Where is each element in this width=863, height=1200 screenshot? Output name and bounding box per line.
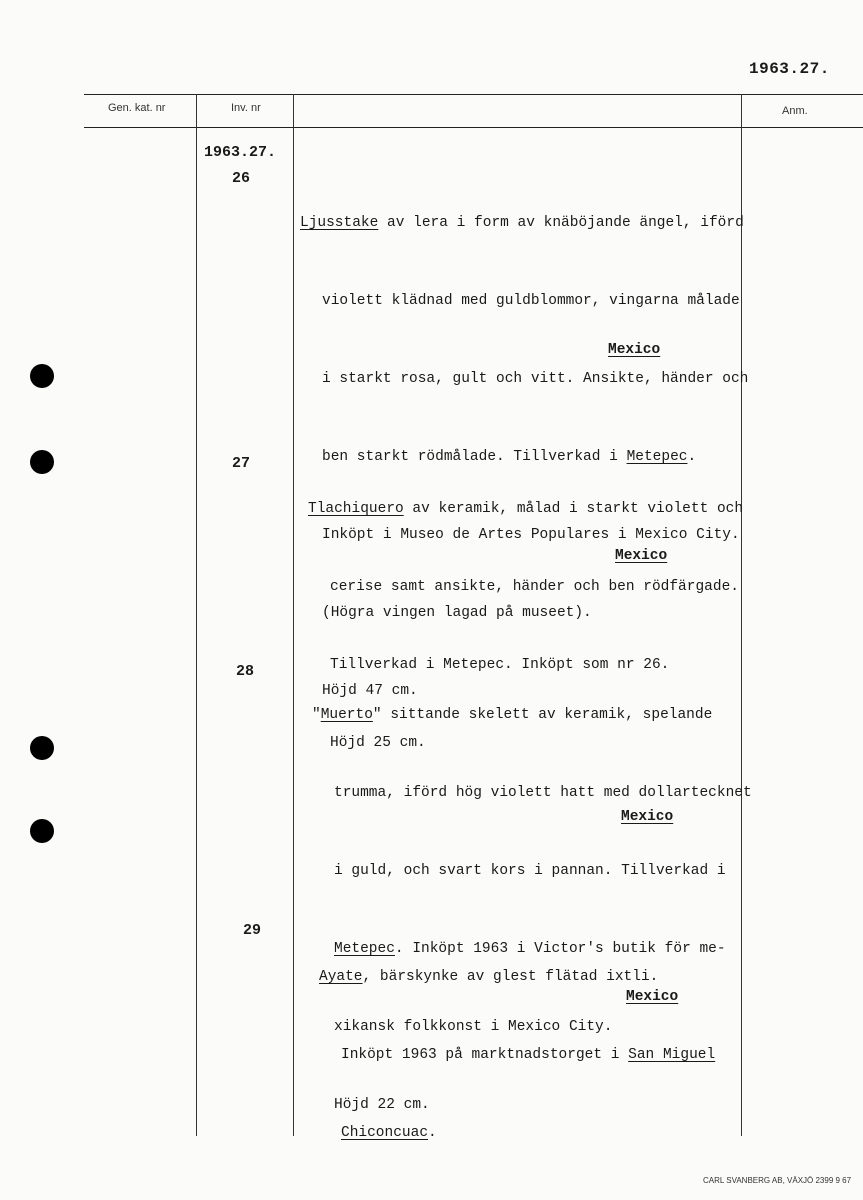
entry-number: 26 <box>232 170 251 187</box>
entry-line: Höjd 22 cm. <box>334 1097 430 1113</box>
entry-number: 27 <box>232 455 251 472</box>
entry-text: " sittande skelett av keramik, spelande <box>372 707 713 723</box>
entry-text: ben starkt rödmålade. Tillverkad i <box>322 449 627 465</box>
place-name: Metepec <box>334 941 395 957</box>
entry-number: 28 <box>236 663 255 680</box>
entry-text: . Inköpt 1963 i Victor's butik för me- <box>394 941 726 957</box>
entry-text: " <box>312 707 321 723</box>
entry-line: i guld, och svart kors i pannan. Tillverkad i <box>334 863 726 879</box>
origin-label: Mexico <box>621 809 674 825</box>
entry-line <box>319 1042 715 1068</box>
column-divider-1 <box>196 94 197 1136</box>
entry-text: . <box>428 1125 437 1141</box>
entry-line: (Högra vingen lagad på museet). <box>322 605 592 621</box>
origin-label: Mexico <box>608 342 661 358</box>
entry-line: i starkt rosa, gult och vitt. Ansikte, händer och <box>322 371 749 387</box>
entry-line <box>300 210 748 236</box>
punch-hole <box>30 819 54 843</box>
inventory-year: 1963.27. <box>204 144 277 161</box>
origin-label: Mexico <box>615 548 668 564</box>
entry-text: av keramik, målad i starkt violett och <box>403 501 744 517</box>
object-name: Muerto <box>320 707 373 723</box>
punch-hole <box>30 364 54 388</box>
column-header-anm: Anm. <box>782 105 808 117</box>
punch-hole <box>30 736 54 760</box>
column-divider-2 <box>293 94 294 1136</box>
entry-description <box>319 912 715 1172</box>
punch-hole <box>30 450 54 474</box>
entry-line: violett klädnad med guldblommor, vingarna målade <box>322 293 740 309</box>
entry-line: trumma, iförd hög violett hatt med dollartecknet <box>334 785 752 801</box>
origin-label: Mexico <box>626 989 679 1005</box>
entry-number: 29 <box>243 922 262 939</box>
table-rule-header <box>84 127 863 128</box>
place-name: Chiconcuac <box>341 1125 429 1141</box>
entry-text: av lera i form av knäböjande ängel, iförd <box>378 215 744 231</box>
entry-line: Inköpt i Museo de Artes Populares i Mexico City. <box>322 527 740 543</box>
place-name: Metepec <box>626 449 688 465</box>
printer-mark: CARL SVANBERG AB, VÄXJÖ 2399 9 67 <box>703 1176 852 1185</box>
table-rule-top <box>84 94 863 95</box>
entry-line: Höjd 47 cm. <box>322 683 418 699</box>
entry-text: , bärskynke av glest flätad ixtli. <box>362 969 659 985</box>
entry-line <box>308 496 743 522</box>
object-name: Ayate <box>319 969 363 985</box>
entry-line: cerise samt ansikte, händer och ben rödfärgade. <box>330 579 739 595</box>
entry-line: xikansk folkkonst i Mexico City. <box>334 1019 613 1035</box>
column-header-inv: Inv. nr <box>231 102 261 114</box>
entry-text: . <box>687 449 697 465</box>
entry-line <box>319 1120 715 1146</box>
column-header-gen-kat: Gen. kat. nr <box>108 102 166 114</box>
entry-line: Höjd 25 cm. <box>330 735 426 751</box>
object-name: Tlachiquero <box>308 501 404 517</box>
entry-line <box>319 964 715 990</box>
page-number: 1963.27. <box>749 60 830 78</box>
place-name: San Miguel <box>628 1047 716 1063</box>
entry-line <box>312 702 752 728</box>
entry-text: Inköpt 1963 på marktnadstorget i <box>341 1047 629 1063</box>
entry-line: Tillverkad i Metepec. Inköpt som nr 26. <box>330 657 670 673</box>
object-name: Ljusstake <box>300 215 379 231</box>
